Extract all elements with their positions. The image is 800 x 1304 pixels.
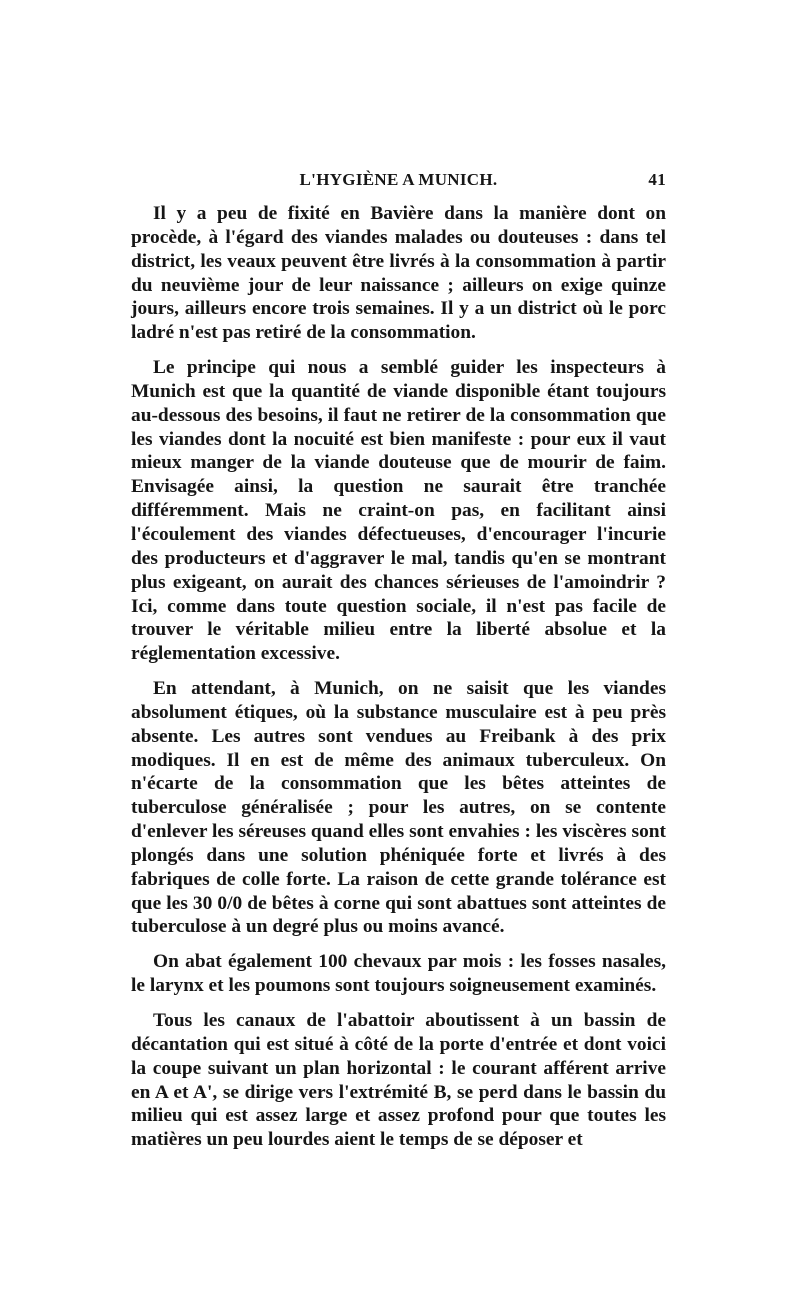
page-number: 41 [648, 170, 666, 189]
running-title: L'HYGIÈNE A MUNICH. [299, 170, 498, 189]
paragraph-4: On abat également 100 chevaux par mois : les fosses nasales, le larynx et les poumons sont toujours soigneusement examinés. [131, 951, 666, 997]
paragraph-1: Il y a peu de fixité en Bavière dans la manière dont on procède, à l'égard des viandes malades ou douteuses : dans tel district, les veaux peuvent être livrés à la consommation à partir du neuvième jour de leur naissance ; ailleurs on exige quinze jours, ailleurs encore trois semaines. Il y a un district où le porc ladré n'est pas retiré de la consommation. [131, 203, 666, 344]
paragraph-5: Tous les canaux de l'abattoir aboutissent à un bassin de décantation qui est situé à côté de la porte d'entrée et dont voici la coupe suivant un plan horizontal : le courant afférent arrive en A et A', se dirige vers l'extrémité B, se perd dans le bassin du milieu qui est assez large et assez profond pour que toutes les matières un peu lourdes aient le temps de se déposer et [131, 1010, 666, 1151]
paragraph-2: Le principe qui nous a semblé guider les inspecteurs à Munich est que la quantité de viande disponible étant toujours au-dessous des besoins, il faut ne retirer de la consommation que les viandes dont la nocuité est bien manifeste : pour eux il vaut mieux manger de la viande douteuse que de mourir de faim. Envisagée ainsi, la question ne saurait être tranchée différemment. Mais ne craint-on pas, en facilitant ainsi l'écoulement des viandes défectueuses, d'encourager l'incurie des producteurs et d'aggraver le mal, tandis qu'en se montrant plus exigeant, on aurait des chances sérieuses de l'amoindrir ? Ici, comme dans toute question sociale, il n'est pas facile de trouver le véritable milieu entre la liberté absolue et la réglementation excessive. [131, 357, 666, 665]
body-text [131, 202, 666, 1163]
paragraph-3: En attendant, à Munich, on ne saisit que les viandes absolument étiques, où la substance musculaire est à peu près absente. Les autres sont vendues au Freibank à des prix modiques. Il en est de même des animaux tuberculeux. On n'écarte de la consommation que les bêtes atteintes de tuberculose généralisée ; pour les autres, on se contente d'enlever les séreuses quand elles sont envahies : les viscères sont plongés dans une solution phéniquée forte et livrés à des fabriques de colle forte. La raison de cette grande tolérance est que les 30 0/0 de bêtes à corne qui sont abattues sont atteintes de tuberculose à un degré plus ou moins avancé. [131, 678, 666, 938]
running-header [131, 170, 666, 194]
